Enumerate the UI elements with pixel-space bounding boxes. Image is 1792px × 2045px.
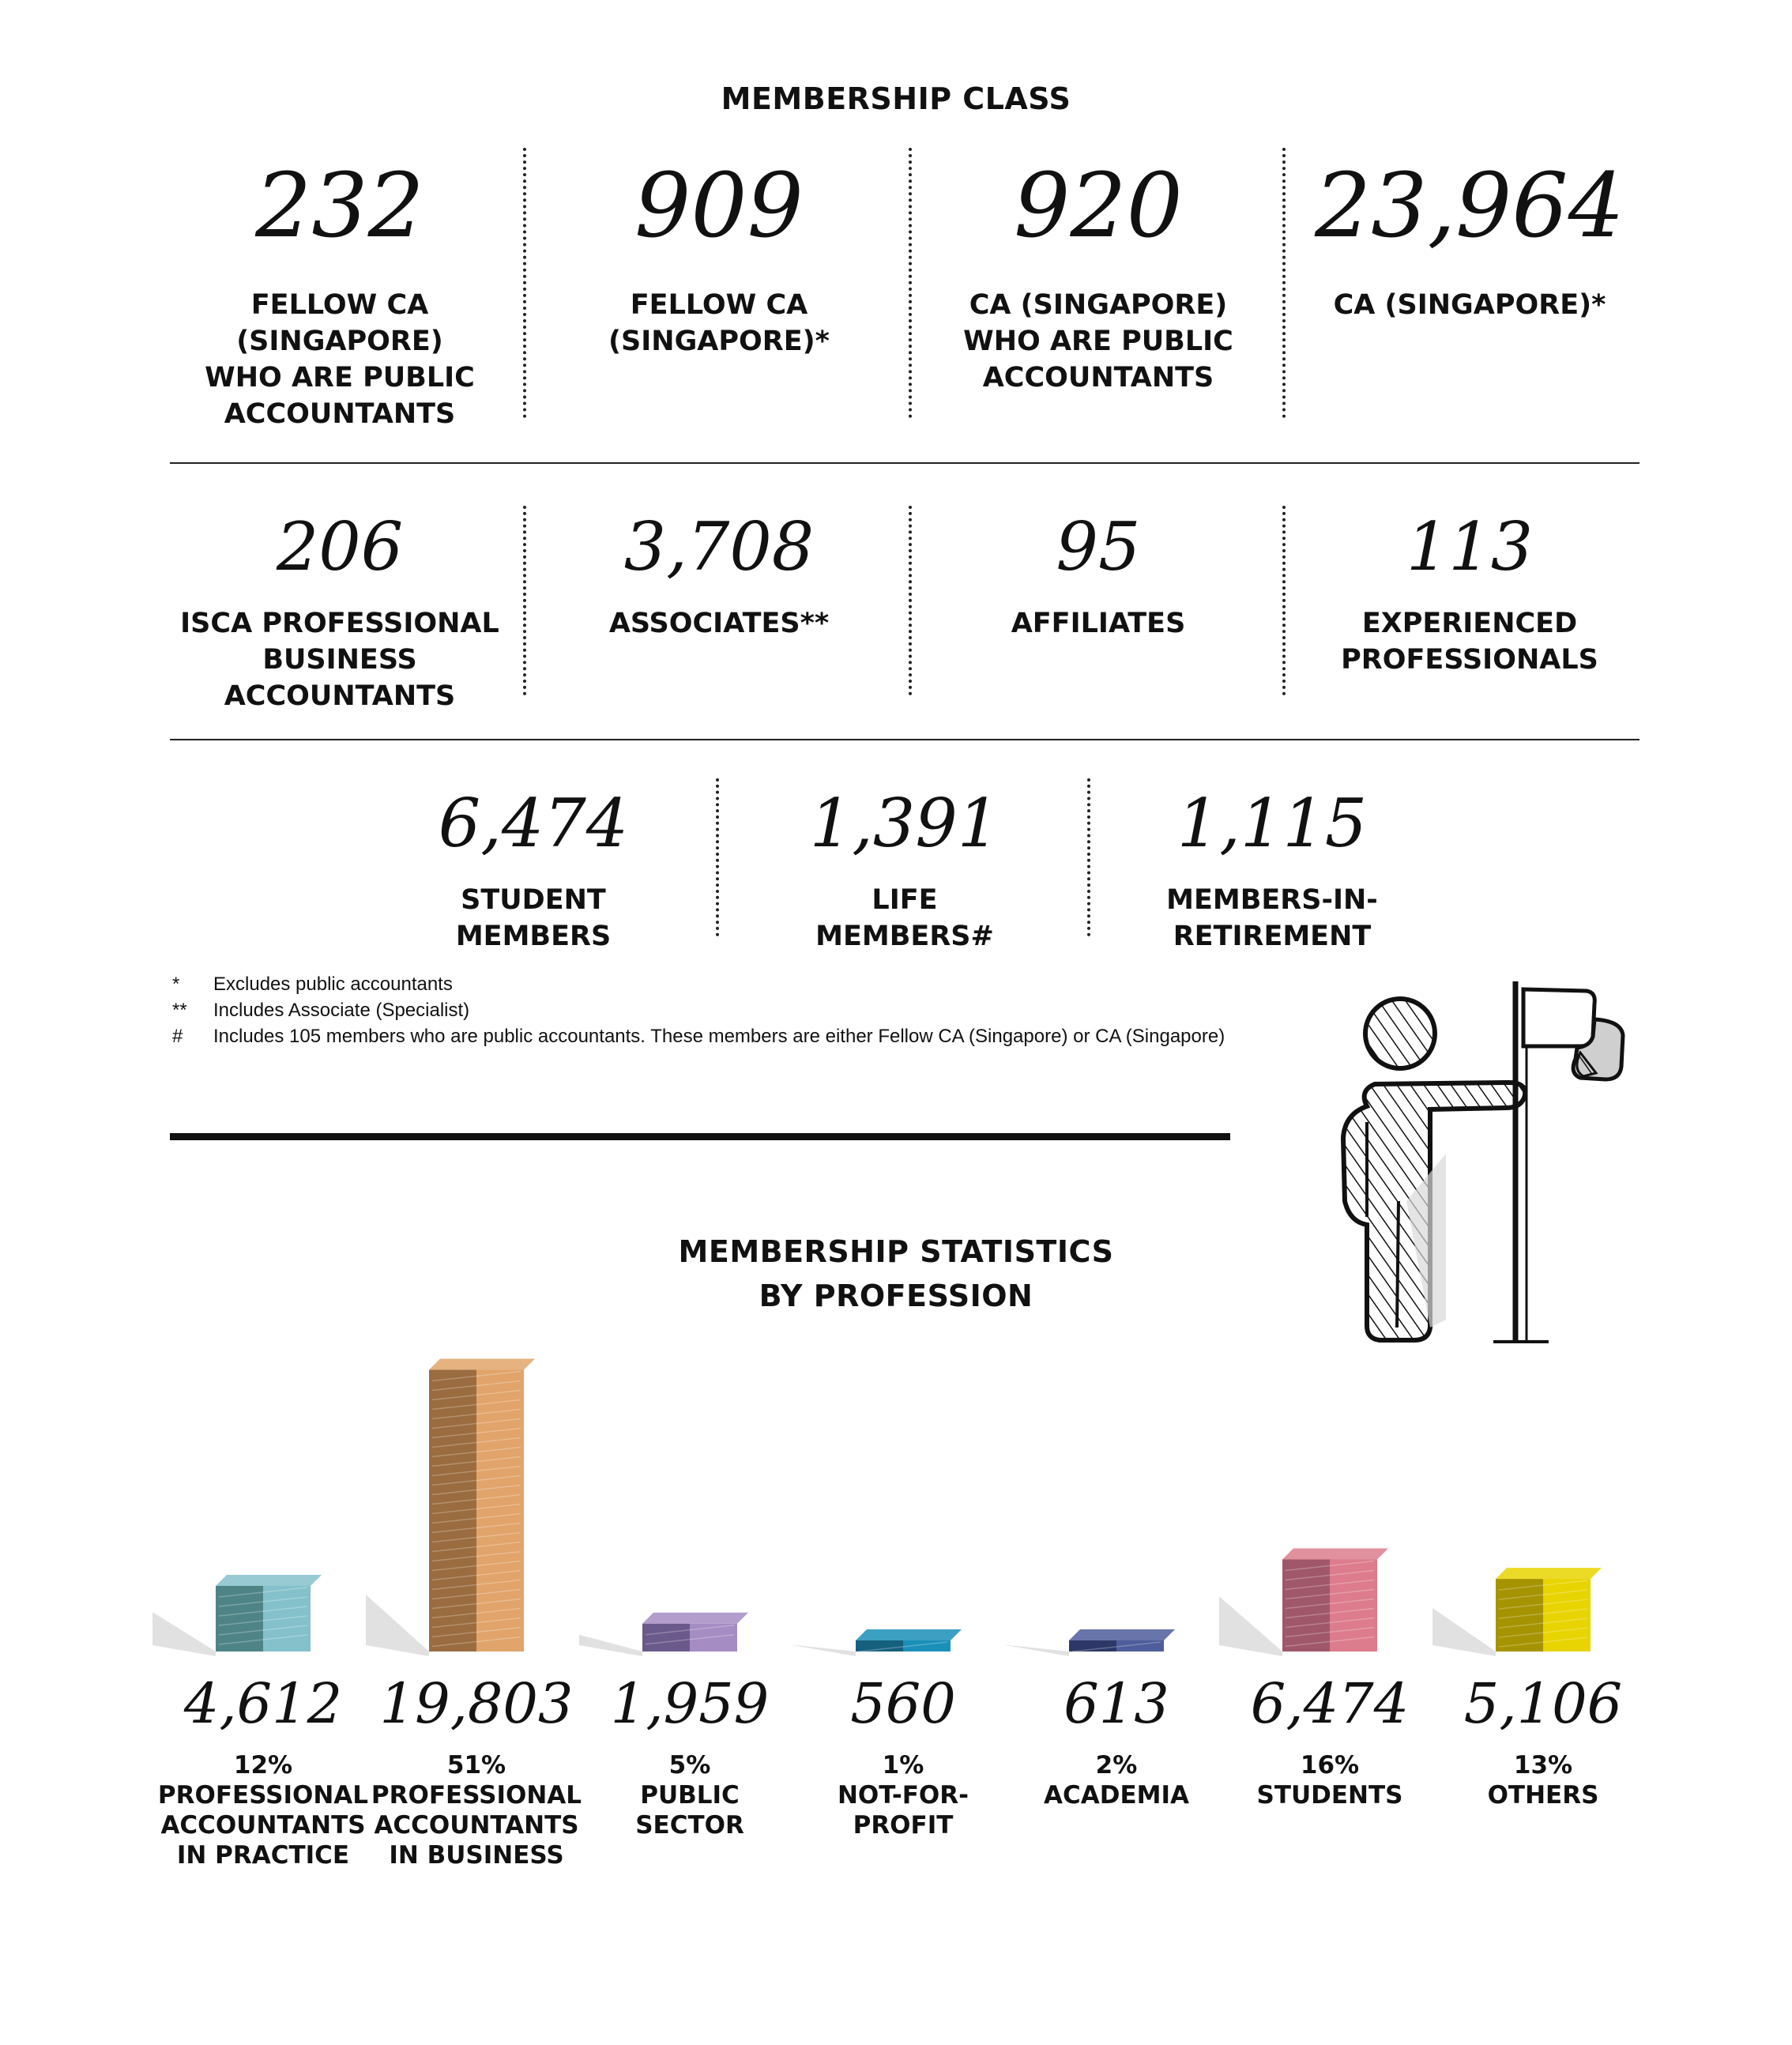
bar-side — [1282, 1559, 1330, 1651]
stat-value: 3,708 — [623, 508, 815, 586]
bar-side — [642, 1624, 690, 1651]
bar-shadow — [579, 1635, 642, 1656]
bar-category-label: SECTOR — [635, 1811, 744, 1840]
stat-label: FELLOW CA (SINGAPORE)* — [608, 289, 830, 357]
bar-group — [579, 1613, 748, 1656]
bar-percent-label: 51% — [446, 1751, 506, 1779]
bar-percent-label: 2% — [1095, 1751, 1138, 1779]
bar-category-label: ACCOUNTANTS — [374, 1811, 579, 1840]
stat-value: 6,474 — [438, 785, 629, 862]
stat-label: MEMBERS-IN- RETIREMENT — [1166, 884, 1378, 952]
bar-top — [642, 1613, 748, 1624]
bar-category-label: STUDENTS — [1256, 1781, 1403, 1810]
footnote-symbol: ** — [172, 1000, 187, 1021]
bar-value-label: 560 — [850, 1671, 956, 1736]
stat-value: 113 — [1406, 508, 1534, 586]
stat-label: ISCA PROFESSIONAL BUSINESS ACCOUNTANTS — [180, 608, 499, 712]
bar-value-label: 5,106 — [1463, 1671, 1623, 1736]
bar-percent-label: 12% — [233, 1751, 293, 1779]
bar-percent-label: 5% — [668, 1751, 711, 1779]
bar-group — [1006, 1629, 1175, 1656]
stat-value: 1,391 — [809, 785, 1000, 862]
bar-category-label: PROFESSIONAL — [157, 1781, 369, 1810]
stat-value: 920 — [1014, 155, 1183, 258]
footnote-text: Includes Associate (Specialist) — [213, 1000, 470, 1021]
stat-label: LIFE MEMBERS# — [815, 884, 994, 952]
bar-category-label: NOT-FOR- — [837, 1781, 969, 1810]
bar-group — [1219, 1548, 1388, 1656]
bar-percent-label: 13% — [1513, 1751, 1573, 1779]
stat-value: 95 — [1056, 508, 1141, 586]
bar-percent-label: 16% — [1300, 1751, 1360, 1779]
bar-group — [366, 1359, 535, 1656]
bar-top — [1069, 1629, 1175, 1640]
footnote-symbol: * — [172, 974, 180, 995]
bar-top — [856, 1629, 962, 1640]
footnote-text: Excludes public accountants — [213, 974, 453, 995]
bar-category-label: PUBLIC — [640, 1781, 740, 1810]
stat-label: AFFILIATES — [1011, 608, 1186, 639]
bar-side — [429, 1370, 476, 1651]
bar-category-label: ACCOUNTANTS — [160, 1811, 366, 1840]
bar-value-label: 19,803 — [379, 1671, 574, 1736]
bar-shadow — [1006, 1645, 1069, 1656]
bar-top — [1496, 1568, 1602, 1579]
bar-category-label: PROFESSIONAL — [371, 1781, 582, 1810]
bar-category-label: PROFIT — [853, 1811, 954, 1840]
footnote-symbol: # — [172, 1026, 183, 1047]
bar-category-label: IN PRACTICE — [176, 1841, 350, 1870]
bar-shadow — [1432, 1608, 1496, 1656]
stat-value: 23,964 — [1315, 155, 1624, 258]
stat-label: CA (SINGAPORE)* — [1333, 289, 1606, 321]
bar-group — [1432, 1568, 1602, 1656]
stat-label: ASSOCIATES** — [608, 608, 830, 639]
stat-label: FELLOW CA (SINGAPORE) WHO ARE PUBLIC ACCOUNTANTS — [205, 289, 475, 430]
membership-class-title: MEMBERSHIP CLASS — [721, 81, 1071, 116]
stat-value: 232 — [255, 155, 424, 258]
stat-value: 206 — [276, 508, 404, 586]
chart-title: MEMBERSHIP STATISTICS BY PROFESSION — [678, 1234, 1114, 1313]
stat-label: STUDENT MEMBERS — [455, 884, 612, 952]
bar-value-label: 6,474 — [1250, 1671, 1410, 1736]
bar-category-label: IN BUSINESS — [389, 1841, 564, 1870]
bar-top — [429, 1359, 535, 1370]
bar-shadow — [366, 1595, 429, 1656]
stat-label: EXPERIENCED PROFESSIONALS — [1341, 608, 1598, 676]
bar-value-label: 613 — [1064, 1671, 1169, 1736]
bar-value-label: 1,959 — [610, 1671, 770, 1736]
bar-shadow — [1219, 1596, 1282, 1656]
stat-value: 1,115 — [1176, 785, 1368, 862]
bar-category-label: ACADEMIA — [1043, 1781, 1190, 1810]
bar-shadow — [792, 1645, 856, 1656]
bar-top — [216, 1575, 322, 1586]
bar-top — [1282, 1548, 1388, 1559]
bar-group — [152, 1575, 322, 1656]
footnote-text: Includes 105 members who are public accountants. These members are either Fellow CA (Singapore) or CA (Singapore) — [213, 1026, 1225, 1047]
stat-value: 909 — [634, 155, 804, 258]
bar-shadow — [152, 1612, 216, 1656]
bar-value-label: 4,612 — [183, 1671, 343, 1736]
bar-percent-label: 1% — [882, 1751, 924, 1779]
stat-label: CA (SINGAPORE) WHO ARE PUBLIC ACCOUNTANTS — [963, 289, 1233, 394]
bar-group — [792, 1629, 962, 1656]
bar-category-label: OTHERS — [1487, 1781, 1599, 1810]
